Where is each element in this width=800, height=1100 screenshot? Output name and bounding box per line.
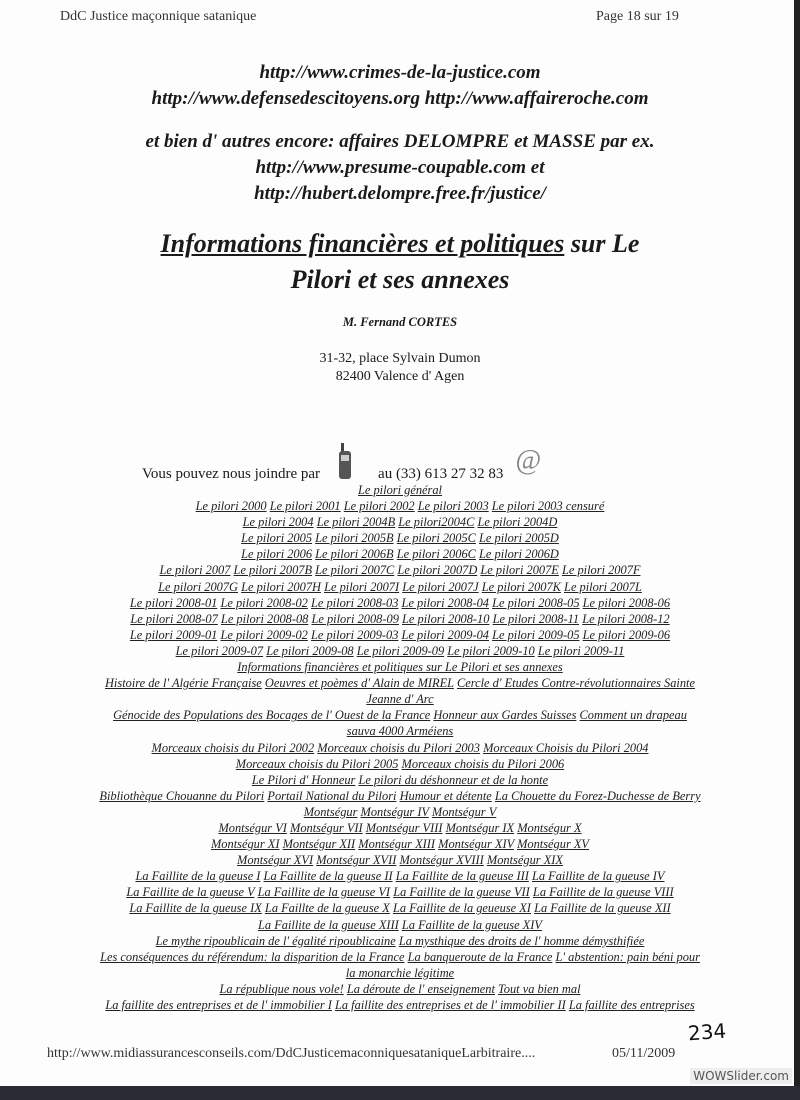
intro-url-2: http://www.defensedescitoyens.org http://www.affaireroche.com xyxy=(151,88,649,109)
link-line xyxy=(40,868,760,884)
phone-number: au (33) 613 27 32 83 xyxy=(378,466,504,482)
link[interactable]: La Faillite de la gueuse III xyxy=(395,869,529,884)
link[interactable]: La faillite des entreprises et de l' immobilier II xyxy=(335,998,566,1012)
link-line xyxy=(40,627,760,643)
link[interactable]: La Faillite de la gueuse XIV xyxy=(401,917,542,932)
link[interactable]: Le pilori 2005B xyxy=(315,531,394,546)
link[interactable]: Montségur XIX xyxy=(486,853,563,868)
link[interactable]: La mysthique des droits de l' homme démysthifiée xyxy=(398,933,645,948)
link[interactable]: Morceaux choisis du Pilori 2002 xyxy=(151,740,315,755)
link[interactable]: Le pilori 2008-12 xyxy=(582,611,670,626)
link[interactable]: Le pilori 2008-10 xyxy=(402,611,490,626)
link[interactable]: La faillite des entreprises et de l' immobilier I xyxy=(105,998,332,1012)
watermark: WOWSlider.com xyxy=(690,1068,792,1084)
link[interactable]: Morceaux Choisis du Pilori 2004 xyxy=(483,740,649,755)
link[interactable]: Le pilori général xyxy=(358,483,442,497)
link[interactable]: Le pilori 2003 xyxy=(417,499,489,514)
author: M. Fernand CORTES xyxy=(342,315,458,329)
link-line xyxy=(40,530,760,546)
link-line xyxy=(40,740,760,756)
link-line xyxy=(40,498,760,514)
link[interactable]: Montségur XV xyxy=(517,837,590,852)
footer-date: 05/11/2009 xyxy=(612,1046,676,1061)
link[interactable]: Le pilori 2009-02 xyxy=(220,627,308,642)
link[interactable]: Le pilori 2007I xyxy=(324,579,400,594)
intro-url-3: http://www.presume-coupable.com et xyxy=(255,157,545,178)
link[interactable]: Le pilori 2008-02 xyxy=(220,595,308,610)
link-line xyxy=(40,949,760,965)
link[interactable]: La Faillite de la gueuse VIII xyxy=(532,885,674,900)
link[interactable]: Le Pilori d' Honneur xyxy=(251,772,356,787)
mobile-phone-icon xyxy=(334,443,356,483)
link[interactable]: La faillite des entreprises xyxy=(568,998,695,1012)
link-line xyxy=(40,756,760,772)
link[interactable]: Montségur XIV xyxy=(438,837,514,852)
link-line xyxy=(40,772,760,788)
link[interactable]: la monarchie légitime xyxy=(345,965,455,980)
link[interactable]: Montségur VII xyxy=(290,820,363,835)
link-line xyxy=(40,820,760,836)
link[interactable]: La Faillte de la gueuse X xyxy=(264,901,390,916)
link[interactable]: Le pilori 2004 xyxy=(242,515,314,530)
link[interactable]: La Faillite de la gueuse XIII xyxy=(258,917,399,932)
link[interactable]: Le pilori 2009-07 xyxy=(175,643,264,658)
link[interactable]: Le pilori 2009-04 xyxy=(401,627,489,642)
address-line2: 82400 Valence d' Agen xyxy=(335,369,465,384)
link-line xyxy=(40,659,760,675)
link[interactable]: Oeuvres et poèmes d' Alain de MIREL xyxy=(264,676,454,691)
link[interactable]: Le pilori 2006C xyxy=(396,547,476,562)
footer-url: http://www.midiassurancesconseils.com/DdCJusticemaconniquesataniqueLarbitraire.... xyxy=(47,1046,536,1061)
link[interactable]: Le pilori 2007L xyxy=(564,579,642,594)
link[interactable]: Le pilori 2009-11 xyxy=(537,643,625,658)
link[interactable]: Le pilori 2009-05 xyxy=(492,627,580,642)
link[interactable]: Le pilori 2008-11 xyxy=(492,611,580,626)
link[interactable]: Le pilori 2008-06 xyxy=(582,595,671,610)
link[interactable]: Le pilori 2007D xyxy=(397,563,478,578)
link[interactable]: Le mythe ripoublicain de l' égalité ripoublicaine xyxy=(155,933,396,948)
link[interactable]: Le pilori 2004B xyxy=(316,515,396,530)
link[interactable]: Bibliothèque Chouanne du Pilori xyxy=(99,788,265,803)
link[interactable]: Le pilori 2007J xyxy=(402,579,479,594)
intro-text: et bien d' autres encore: affaires DELOMPRE et MASSE par ex. xyxy=(145,131,655,152)
link-line xyxy=(40,917,760,933)
link[interactable]: Montségur IX xyxy=(445,820,515,835)
link[interactable]: La déroute de l' enseignement xyxy=(346,981,495,996)
link-line xyxy=(40,691,760,707)
document-title: DdC Justice maçonnique satanique xyxy=(60,9,257,24)
address xyxy=(0,350,800,386)
link-line xyxy=(40,514,760,530)
link[interactable]: Le pilori 2007G xyxy=(158,579,238,594)
link[interactable]: Montségur XVII xyxy=(316,853,397,868)
link[interactable]: Le pilori 2005C xyxy=(396,531,476,546)
link[interactable]: La Faillite de la gueuse IV xyxy=(531,869,665,884)
link-line xyxy=(40,562,760,578)
link[interactable]: Morceaux choisis du Pilori 2003 xyxy=(317,740,480,755)
at-sign-icon[interactable]: @ xyxy=(515,445,542,476)
page-number: Page 18 sur 19 xyxy=(596,9,679,24)
link[interactable]: Le pilori 2009-09 xyxy=(356,643,445,658)
link[interactable]: Le pilori 2000 xyxy=(195,499,267,514)
link-line xyxy=(40,981,760,997)
scan-bottom-edge xyxy=(0,1086,800,1100)
link[interactable]: Montségur XVI xyxy=(237,853,314,868)
link[interactable]: Les conséquences du référendum: la disparition de la France xyxy=(100,949,405,964)
link[interactable]: Montségur V xyxy=(431,804,497,819)
link[interactable]: Cercle d' Etudes Contre-révolutionnaires Sainte xyxy=(456,676,695,691)
link[interactable]: Montségur VI xyxy=(218,820,287,835)
link[interactable]: La Faillite de la geueuse XI xyxy=(392,901,531,916)
link-line xyxy=(40,900,760,916)
link[interactable]: Honneur aux Gardes Suisses xyxy=(433,708,577,723)
link[interactable]: Informations financières et politiques sur Le Pilori et ses annexes xyxy=(237,660,563,675)
link[interactable]: La Faillite de la gueuse VI xyxy=(257,885,391,900)
link[interactable]: Le pilori 2007F xyxy=(561,563,641,578)
link[interactable]: Montségur IV xyxy=(360,804,429,819)
link[interactable]: Le pilori 2009-10 xyxy=(447,643,535,658)
page-heading xyxy=(0,226,800,298)
link[interactable]: Le pilori du déshonneur et de la honte xyxy=(358,772,549,787)
link[interactable]: Le pilori 2008-01 xyxy=(129,595,218,610)
link[interactable]: Montségur XII xyxy=(282,837,356,852)
link[interactable]: Le pilori 2008-08 xyxy=(220,611,309,626)
link[interactable]: Le pilori 2007H xyxy=(241,579,321,594)
link[interactable]: Morceaux choisis du Pilori 2005 xyxy=(235,756,399,771)
handwritten-number: 234 xyxy=(687,1018,727,1046)
link[interactable]: La Faillite de la gueuse II xyxy=(263,869,393,884)
heading-underlined: Informations financières et politiques xyxy=(160,229,565,258)
link[interactable]: Le pilori 2001 xyxy=(269,499,341,514)
link-line xyxy=(40,707,760,723)
link[interactable]: Jeanne d' Arc xyxy=(366,692,434,707)
link-line xyxy=(40,788,760,804)
link[interactable]: Montségur X xyxy=(517,820,582,835)
link[interactable]: Montségur XIII xyxy=(358,837,436,852)
link[interactable]: Le pilori 2006 xyxy=(241,547,313,562)
link[interactable]: Montségur VIII xyxy=(365,820,443,835)
link[interactable]: Le pilori 2008-04 xyxy=(401,595,489,610)
link[interactable]: Le pilori 2009-06 xyxy=(582,627,671,642)
link[interactable]: Le pilori 2009-08 xyxy=(266,643,354,658)
link[interactable]: Le pilori 2005D xyxy=(479,531,559,546)
link[interactable]: La Faillite de la gueuse V xyxy=(126,885,255,900)
link[interactable]: La Faillite de la gueuse I xyxy=(135,869,261,884)
contact-line xyxy=(142,443,541,483)
link[interactable]: Le pilori 2008-09 xyxy=(311,611,399,626)
intro-url-4: http://hubert.delompre.free.fr/justice/ xyxy=(254,183,546,204)
link[interactable]: Le pilori 2008-07 xyxy=(130,611,218,626)
link[interactable]: Le pilori 2005 xyxy=(241,531,313,546)
link[interactable]: Le pilori 2004D xyxy=(477,515,558,530)
link[interactable]: Le pilori 2008-05 xyxy=(492,595,580,610)
link[interactable]: Le pilori 2003 censuré xyxy=(491,499,605,514)
link-line xyxy=(40,804,760,820)
link[interactable]: Le pilori 2009-01 xyxy=(129,627,218,642)
link[interactable]: Le pilori 2007E xyxy=(480,563,559,578)
link[interactable]: La Chouette du Forez-Duchesse de Berry xyxy=(494,788,701,803)
link[interactable]: sauva 4000 Arméiens xyxy=(346,724,454,739)
link[interactable]: Génocide des Populations des Bocages de l' Ouest de la France xyxy=(113,708,431,723)
link-line xyxy=(40,965,760,981)
link[interactable]: Tout va bien mal xyxy=(498,981,581,996)
link[interactable]: Le pilori 2006D xyxy=(479,547,559,562)
link-line xyxy=(40,595,760,611)
link[interactable]: Le pilori 2006B xyxy=(315,547,394,562)
link[interactable]: Le pilori 2009-03 xyxy=(311,627,399,642)
link[interactable]: Le pilori 2007B xyxy=(233,563,313,578)
link-line xyxy=(40,933,760,949)
link-line xyxy=(40,997,760,1013)
link[interactable]: Le pilori 2007 xyxy=(159,563,231,578)
link[interactable]: La république nous vole! xyxy=(219,981,344,996)
link-line xyxy=(40,611,760,627)
link[interactable]: La Faillite de la gueuse IX xyxy=(129,901,262,916)
link-line xyxy=(40,482,760,498)
link[interactable]: Montségur xyxy=(303,804,358,819)
link[interactable]: Montségur XI xyxy=(210,837,280,852)
intro-url-1: http://www.crimes-de-la-justice.com xyxy=(259,62,541,83)
link-line xyxy=(40,836,760,852)
link-line xyxy=(40,579,760,595)
link[interactable]: Histoire de l' Algérie Française xyxy=(104,676,262,691)
link[interactable]: La Faillite de la gueuse XII xyxy=(534,901,671,916)
link-line xyxy=(40,675,760,691)
link[interactable]: Morceaux choisis du Pilori 2006 xyxy=(401,756,565,771)
link-line xyxy=(40,546,760,562)
link-list xyxy=(40,482,760,1013)
link[interactable]: La banqueroute de la France xyxy=(407,949,553,964)
link-line xyxy=(40,643,760,659)
link[interactable]: Humour et détente xyxy=(399,788,492,803)
link[interactable]: Le pilori2004C xyxy=(398,515,475,530)
link[interactable]: La Faillite de la gueuse VII xyxy=(393,885,530,900)
link-line xyxy=(40,723,760,739)
link[interactable]: Le pilori 2008-03 xyxy=(311,595,399,610)
link-line xyxy=(40,884,760,900)
link[interactable]: Comment un drapeau xyxy=(579,708,687,723)
address-line1: 31-32, place Sylvain Dumon xyxy=(319,351,481,366)
link[interactable]: Montségur XVIII xyxy=(399,853,484,868)
link-line xyxy=(40,852,760,868)
heading-rest: sur Le xyxy=(564,229,640,258)
link[interactable]: Le pilori 2002 xyxy=(343,499,415,514)
link[interactable]: Le pilori 2007C xyxy=(315,563,395,578)
link[interactable]: Le pilori 2007K xyxy=(481,579,561,594)
contact-prefix: Vous pouvez nous joindre par xyxy=(142,466,321,482)
link[interactable]: L' abstention: pain béni pour xyxy=(555,949,700,964)
heading-line2: Pilori et ses annexes xyxy=(290,265,510,294)
link[interactable]: Portail National du Pilori xyxy=(267,788,397,803)
